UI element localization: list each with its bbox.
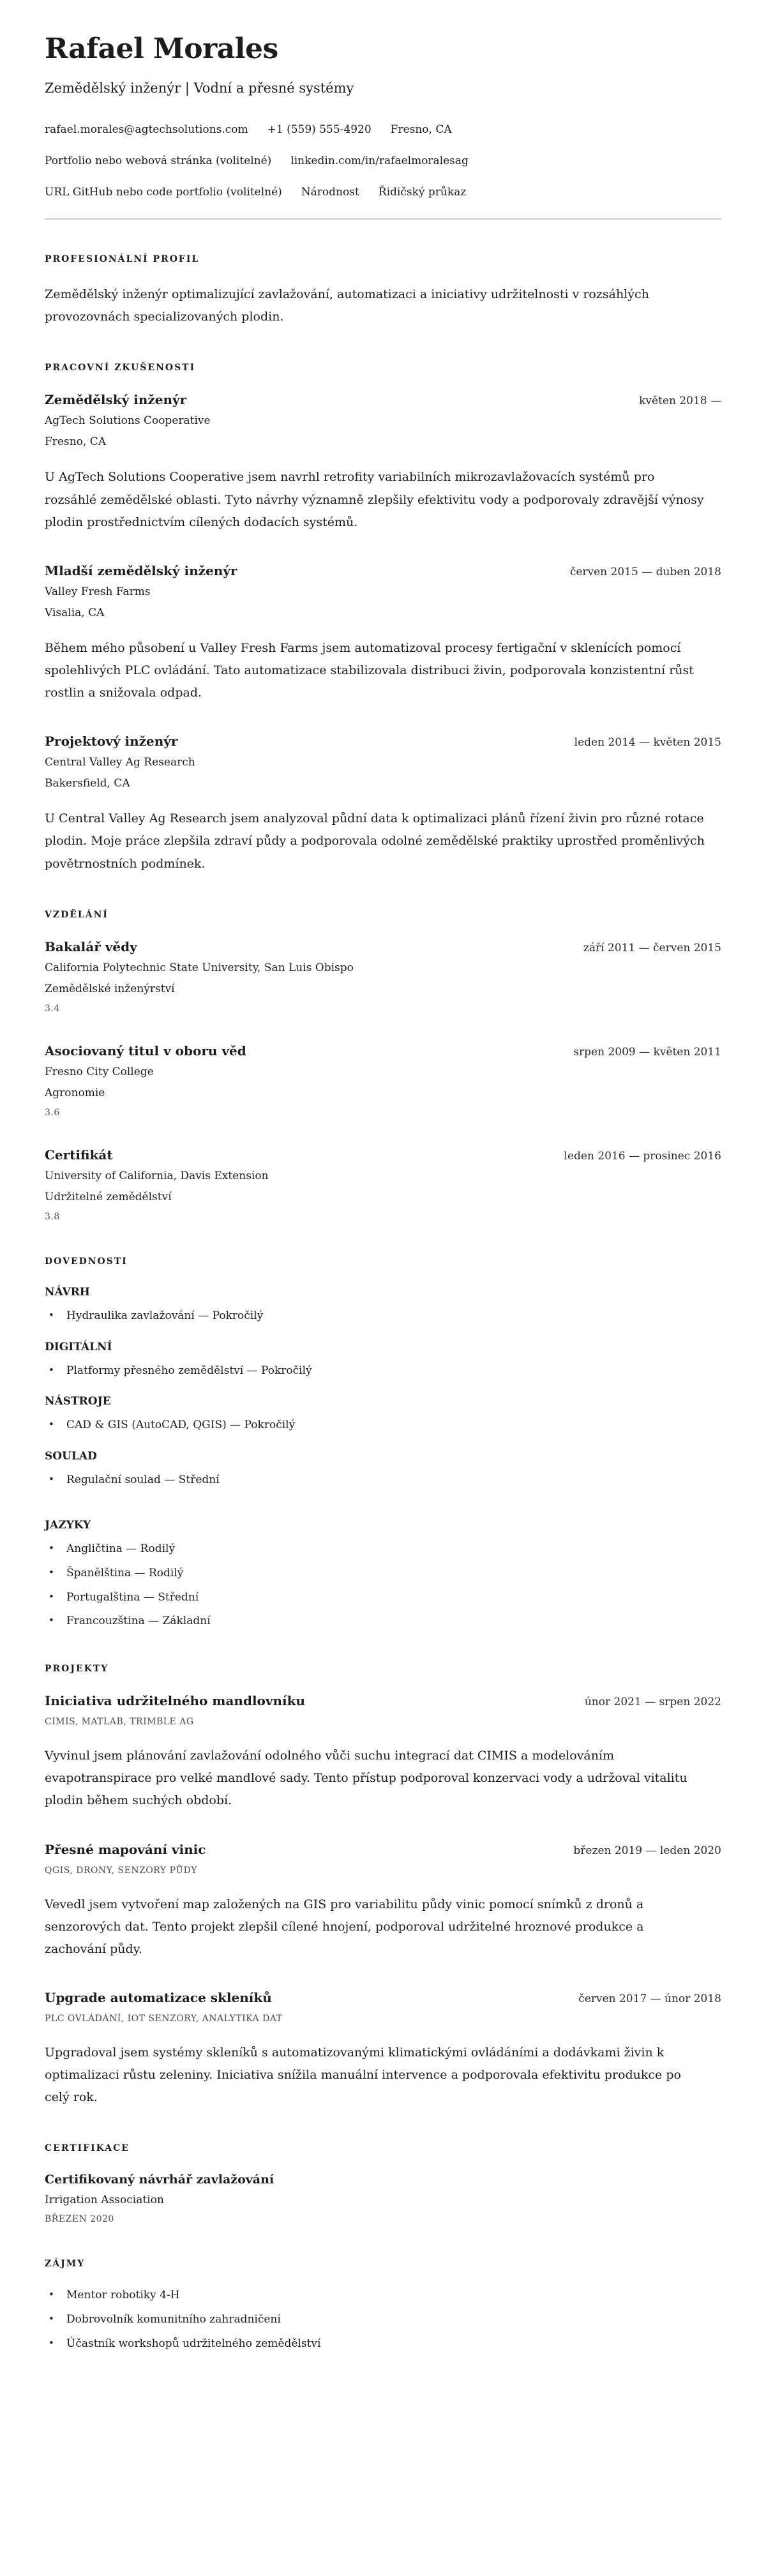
education-header <box>45 1043 721 1058</box>
job-location: Bakersfield, CA <box>45 777 130 790</box>
section-interests <box>45 2259 721 2351</box>
job-dates: květen 2018 — <box>639 395 721 408</box>
contact-row-3 <box>45 185 721 199</box>
job-company: Central Valley Ag Research <box>45 756 195 769</box>
skills-heading: DOVEDNOSTI <box>45 1256 128 1267</box>
contact-phone: +1 (559) 555-4920 <box>267 123 372 136</box>
degree-title: Asociovaný titul v oboru věd <box>45 1043 246 1058</box>
field-of-study: Agronomie <box>45 1086 105 1099</box>
education-entry <box>45 939 721 1014</box>
language-item: • Francouzština — Základní <box>45 1614 721 1629</box>
project-header <box>45 1990 721 2005</box>
job-description: U AgTech Solutions Cooperative jsem navrhl retrofity variabilních mikrozavlažovacích systémů pro rozsáhlé zemědělské oblasti. Tyto návrhy významně zlepšily efektivitu vody a podporovaly zdravější výnosy plodin prostřednictvím cílených dodacích systémů. <box>45 470 704 529</box>
job-company: AgTech Solutions Cooperative <box>45 414 211 428</box>
contact-nationality: Národnost <box>301 186 359 199</box>
education-header <box>45 939 721 954</box>
certification-entry <box>45 2173 721 2224</box>
contact-github: URL GitHub nebo code portfolio (volitelné) <box>45 186 282 199</box>
resume-header <box>45 33 721 220</box>
certification-date: BŘEZEN 2020 <box>45 2214 114 2225</box>
job-description: Během mého působení u Valley Fresh Farms jsem automatizoval procesy fertigační v sklenících pomocí spolehlivých PLC ovládání. Tato automatizace stabilizovala distribuci živin, podporovala konzistentní růst rostlin a snižovala odpad. <box>45 640 694 700</box>
section-experience <box>45 363 721 875</box>
language-item: • Španělština — Rodilý <box>45 1566 721 1581</box>
gpa-value: 3.8 <box>45 1211 60 1222</box>
school-name: California Polytechnic State University, San Luis Obispo <box>45 961 354 974</box>
job-entry <box>45 392 721 533</box>
contact-linkedin: linkedin.com/in/rafaelmoralesag <box>290 154 469 167</box>
skill-list <box>45 1364 721 1379</box>
school-name: Fresno City College <box>45 1065 154 1078</box>
job-location: Fresno, CA <box>45 435 106 449</box>
project-title: Přesné mapování vinic <box>45 1841 206 1857</box>
project-description: Vyvinul jsem plánování zavlažování odolného vůči suchu integrací dat CIMIS a modelováním evapotranspirace pro velké mandlové sady. Tento přístup podporoval konzervaci vody a udržoval vitalitu plodin během suchých období. <box>45 1749 687 1808</box>
contact-license: Řidičský průkaz <box>378 186 467 199</box>
job-description: U Central Valley Ag Research jsem analyzoval půdní data k optimalizaci plánů řízení živin pro různé rotace plodin. Moje práce zlepšila zdraví půdy a podporovala odolné zemědělské praktiky uprostřed proměnlivých povětrnostních podmínek. <box>45 811 705 871</box>
project-tools: PLC OVLÁDÁNÍ, IOT SENZORY, ANALYTIKA DAT <box>45 2013 283 2024</box>
experience-heading: PRACOVNÍ ZKUŠENOSTI <box>45 363 196 373</box>
project-description: Upgradoval jsem systémy skleníků s automatizovanými klimatickými ovládáními a dodávkami živin k optimalizaci růstu zeleniny. Iniciativa snížila manuální intervence a podporovala efektivitu produkce po celý rok. <box>45 2045 681 2105</box>
skill-list <box>45 1418 721 1433</box>
education-dates: září 2011 — červen 2015 <box>583 941 721 954</box>
project-tools: QGIS, DRONY, SENZORY PŮDY <box>45 1865 198 1876</box>
skill-item: • CAD & GIS (AutoCAD, QGIS) — Pokročilý <box>45 1418 721 1433</box>
contact-row-2 <box>45 154 721 168</box>
project-dates: červen 2017 — únor 2018 <box>578 1992 721 2005</box>
interest-item: • Mentor robotiky 4-H <box>45 2288 721 2303</box>
job-dates: leden 2014 — květen 2015 <box>574 736 721 749</box>
job-title: Mladší zemědělský inženýr <box>45 562 237 578</box>
section-certifications <box>45 2143 721 2224</box>
certifications-heading: CERTIFIKACE <box>45 2143 130 2154</box>
skill-item: • Platformy přesného zemědělství — Pokročilý <box>45 1364 721 1379</box>
education-dates: leden 2016 — prosinec 2016 <box>564 1149 721 1163</box>
education-entry <box>45 1147 721 1222</box>
interests-heading: ZÁJMY <box>45 2259 86 2270</box>
degree-title: Certifikát <box>45 1147 113 1163</box>
field-of-study: Udržitelné zemědělství <box>45 1190 172 1203</box>
interests-list <box>45 2288 721 2351</box>
profile-heading: PROFESIONÁLNÍ PROFIL <box>45 254 200 265</box>
field-of-study: Zemědělské inženýrství <box>45 982 175 995</box>
degree-title: Bakalář vědy <box>45 938 137 954</box>
project-title: Iniciativa udržitelného mandlovníku <box>45 1693 306 1709</box>
skill-group-name: NÁSTROJE <box>45 1395 111 1408</box>
job-header <box>45 392 721 407</box>
education-dates: srpen 2009 — květen 2011 <box>573 1045 721 1058</box>
person-headline: Zemědělský inženýr | Vodní a přesné systémy <box>45 80 354 96</box>
language-item: • Portugalština — Střední <box>45 1590 721 1606</box>
job-entry <box>45 734 721 875</box>
job-dates: červen 2015 — duben 2018 <box>569 565 721 578</box>
profile-text: Zemědělský inženýr optimalizující zavlažování, automatizaci a iniciativy udržitelnosti v rozsáhlých provozovnách specializovaných plodin. <box>45 287 649 324</box>
education-header <box>45 1147 721 1163</box>
school-name: University of California, Davis Extension <box>45 1169 269 1182</box>
certification-issuer: Irrigation Association <box>45 2194 164 2207</box>
project-title: Upgrade automatizace skleníků <box>45 1989 272 2005</box>
job-company: Valley Fresh Farms <box>45 585 151 598</box>
skill-group-name: DIGITÁLNÍ <box>45 1340 112 1353</box>
languages-heading: JAZYKY <box>45 1518 91 1532</box>
skill-group-name: SOULAD <box>45 1450 97 1463</box>
job-location: Visalia, CA <box>45 606 105 619</box>
certification-title: Certifikovaný návrhář zavlažování <box>45 2173 274 2187</box>
interest-item: • Dobrovolník komunitního zahradničení <box>45 2312 721 2328</box>
project-header <box>45 1842 721 1857</box>
project-tools: CIMIS, MATLAB, TRIMBLE AG <box>45 1717 194 1728</box>
skill-list <box>45 1473 721 1488</box>
section-projects <box>45 1664 721 2109</box>
gpa-value: 3.4 <box>45 1003 60 1014</box>
education-heading: VZDĚLÁNÍ <box>45 909 109 920</box>
skill-item: • Hydraulika zavlažování — Pokročilý <box>45 1309 721 1324</box>
language-item: • Angličtina — Rodilý <box>45 1542 721 1557</box>
section-skills <box>45 1256 721 1629</box>
section-profile <box>45 254 721 328</box>
project-description: Vevedl jsem vytvoření map založených na GIS pro variabilitu půdy vinic pomocí snímků z dronů a senzorových dat. Tento projekt zlepšil cílené hnojení, podporoval udržitelné hroznové produkce a zachování půdy. <box>45 1897 644 1956</box>
contact-portfolio: Portfolio nebo webová stránka (volitelné) <box>45 154 272 167</box>
job-header <box>45 734 721 749</box>
skill-group-tools <box>45 1395 721 1433</box>
project-dates: březen 2019 — leden 2020 <box>573 1844 721 1857</box>
interest-item: • Účastník workshopů udržitelného zemědělství <box>45 2337 721 2352</box>
person-name: Rafael Morales <box>45 33 278 65</box>
project-entry <box>45 1693 721 1812</box>
skill-group-design <box>45 1286 721 1324</box>
project-entry <box>45 1990 721 2109</box>
languages-block <box>45 1519 721 1629</box>
contact-email: rafael.morales@agtechsolutions.com <box>45 123 248 136</box>
job-title: Projektový inženýr <box>45 734 178 749</box>
gpa-value: 3.6 <box>45 1107 60 1118</box>
contact-row-1 <box>45 123 721 137</box>
education-entry <box>45 1043 721 1118</box>
project-header <box>45 1693 721 1708</box>
job-entry <box>45 563 721 704</box>
skill-group-compliance <box>45 1450 721 1488</box>
skill-item: • Regulační soulad — Střední <box>45 1473 721 1488</box>
job-title: Zemědělský inženýr <box>45 392 187 408</box>
header-divider <box>45 218 721 220</box>
section-education <box>45 910 721 1222</box>
languages-list <box>45 1542 721 1629</box>
projects-heading: PROJEKTY <box>45 1664 109 1675</box>
project-dates: únor 2021 — srpen 2022 <box>584 1696 721 1709</box>
skill-list <box>45 1309 721 1324</box>
skill-group-name: NÁVRH <box>45 1285 90 1299</box>
project-entry <box>45 1842 721 1961</box>
contact-location: Fresno, CA <box>390 123 452 136</box>
skill-group-digital <box>45 1341 721 1379</box>
job-header <box>45 563 721 578</box>
